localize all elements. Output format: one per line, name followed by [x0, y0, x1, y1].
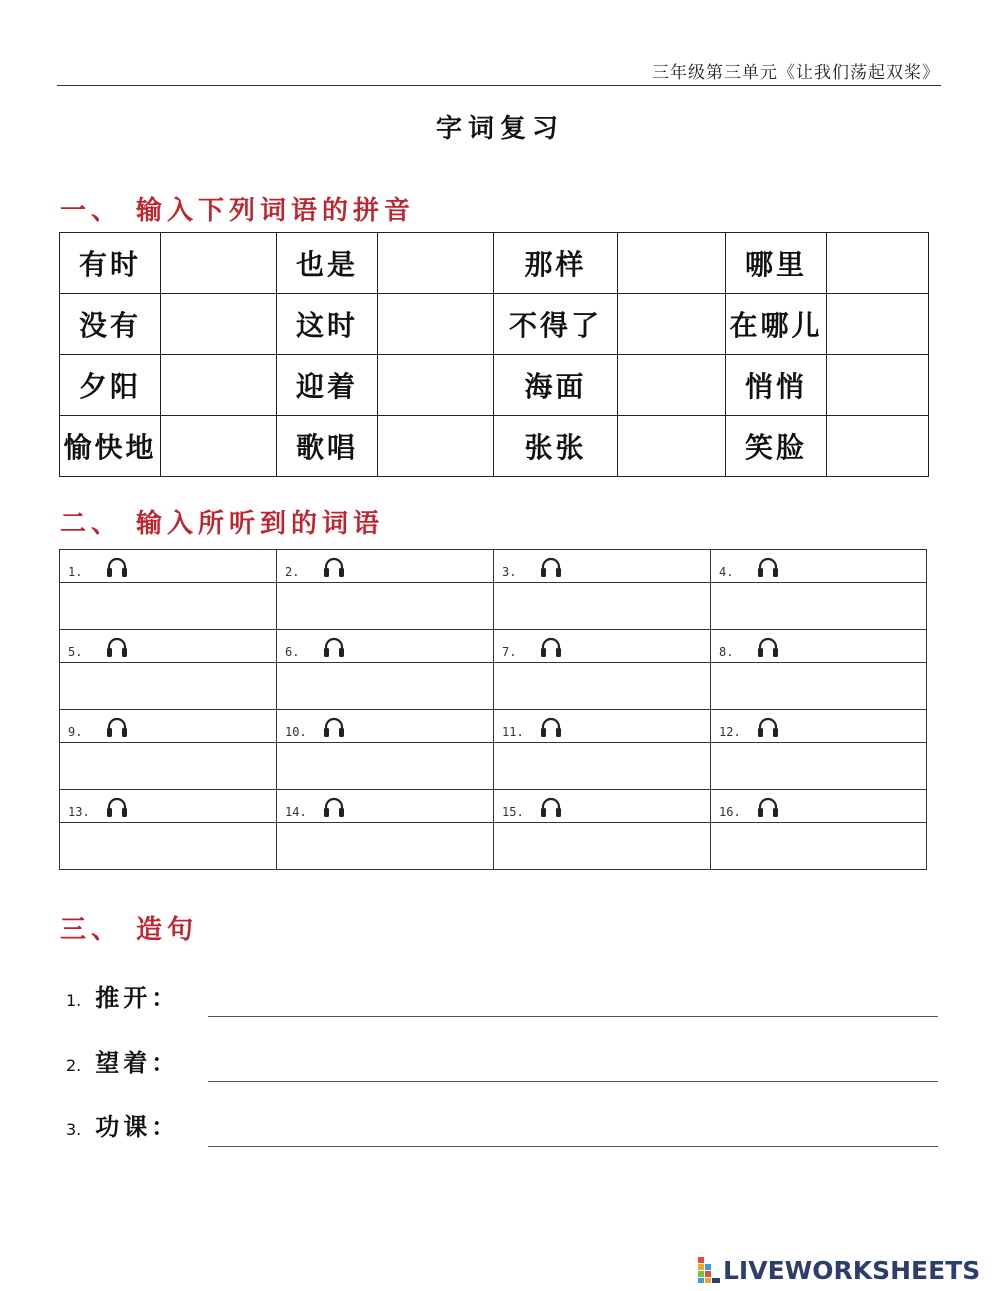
pinyin-row — [60, 233, 929, 294]
headphones-icon[interactable] — [539, 636, 563, 658]
item-number: 3. — [502, 565, 517, 579]
headphones-icon[interactable] — [539, 716, 563, 738]
pinyin-input[interactable] — [161, 233, 277, 294]
headphones-icon[interactable] — [756, 636, 780, 658]
sentence-input-line[interactable] — [208, 1081, 938, 1082]
pinyin-row — [60, 416, 929, 477]
item-number: 11. — [502, 725, 524, 739]
section3-heading: 三、 造句 — [60, 915, 199, 945]
listening-answer-row — [60, 823, 927, 870]
headphones-icon[interactable] — [756, 796, 780, 818]
listening-number-cell — [711, 630, 927, 663]
pinyin-input[interactable] — [827, 355, 929, 416]
word-cell: 没有 — [60, 294, 161, 355]
headphones-icon[interactable] — [322, 716, 346, 738]
listening-number-row — [60, 790, 927, 823]
sentence-number: 1. — [66, 991, 82, 1010]
item-number: 13. — [68, 805, 90, 819]
item-number: 2. — [285, 565, 300, 579]
header-divider — [57, 85, 941, 86]
sentence-input-line[interactable] — [208, 1016, 938, 1017]
item-number: 10. — [285, 725, 307, 739]
listening-answer-input[interactable] — [277, 583, 494, 630]
pinyin-input[interactable] — [618, 355, 726, 416]
pinyin-input[interactable] — [161, 355, 277, 416]
word-cell: 海面 — [494, 355, 618, 416]
word-cell: 有时 — [60, 233, 161, 294]
listening-number-cell — [60, 550, 277, 583]
pinyin-input[interactable] — [618, 233, 726, 294]
listening-number-cell — [60, 710, 277, 743]
sentence-number: 2. — [66, 1056, 82, 1075]
pinyin-input[interactable] — [618, 294, 726, 355]
pinyin-table — [59, 232, 929, 477]
listening-answer-input[interactable] — [60, 743, 277, 790]
listening-answer-input[interactable] — [711, 663, 927, 710]
listening-answer-input[interactable] — [60, 823, 277, 870]
pinyin-row — [60, 355, 929, 416]
liveworksheets-logo — [698, 1255, 980, 1285]
headphones-icon[interactable] — [105, 796, 129, 818]
listening-number-cell — [711, 550, 927, 583]
listening-answer-row — [60, 663, 927, 710]
headphones-icon[interactable] — [105, 636, 129, 658]
page-title: 字词复习 — [435, 114, 564, 144]
section2-heading: 二、 输入所听到的词语 — [60, 509, 385, 539]
headphones-icon[interactable] — [322, 636, 346, 658]
pinyin-input[interactable] — [378, 355, 494, 416]
listening-answer-input[interactable] — [494, 663, 711, 710]
pinyin-input[interactable] — [378, 233, 494, 294]
sentence-input-line[interactable] — [208, 1146, 938, 1147]
pinyin-input[interactable] — [378, 294, 494, 355]
logo-text: LIVEWORKSHEETS — [723, 1255, 981, 1285]
item-number: 1. — [68, 565, 83, 579]
listening-number-cell — [277, 630, 494, 663]
word-cell: 哪里 — [726, 233, 827, 294]
item-number: 9. — [68, 725, 83, 739]
sentence-word: 推开： — [95, 983, 180, 1012]
listening-number-cell — [711, 710, 927, 743]
listening-answer-input[interactable] — [60, 583, 277, 630]
pinyin-input[interactable] — [378, 416, 494, 477]
item-number: 14. — [285, 805, 307, 819]
headphones-icon[interactable] — [756, 556, 780, 578]
item-number: 12. — [719, 725, 741, 739]
pinyin-row — [60, 294, 929, 355]
listening-answer-input[interactable] — [711, 743, 927, 790]
pinyin-input[interactable] — [827, 294, 929, 355]
worksheet-subtitle: 三年级第三单元《让我们荡起双桨》 — [652, 63, 940, 83]
listening-number-cell — [494, 790, 711, 823]
liveworksheets-mark-icon — [698, 1257, 720, 1283]
listening-number-cell — [60, 630, 277, 663]
listening-answer-input[interactable] — [494, 823, 711, 870]
listening-number-cell — [494, 710, 711, 743]
word-cell: 笑脸 — [726, 416, 827, 477]
pinyin-input[interactable] — [827, 233, 929, 294]
listening-answer-input[interactable] — [277, 663, 494, 710]
sentence-label — [66, 1107, 179, 1142]
headphones-icon[interactable] — [756, 716, 780, 738]
item-number: 8. — [719, 645, 734, 659]
listening-answer-row — [60, 583, 927, 630]
pinyin-input[interactable] — [161, 416, 277, 477]
listening-number-cell — [60, 790, 277, 823]
listening-number-cell — [711, 790, 927, 823]
listening-number-row — [60, 630, 927, 663]
listening-answer-input[interactable] — [60, 663, 277, 710]
listening-number-cell — [277, 710, 494, 743]
word-cell: 也是 — [277, 233, 378, 294]
pinyin-input[interactable] — [827, 416, 929, 477]
headphones-icon[interactable] — [105, 556, 129, 578]
word-cell: 迎着 — [277, 355, 378, 416]
headphones-icon[interactable] — [322, 796, 346, 818]
word-cell: 不得了 — [494, 294, 618, 355]
item-number: 6. — [285, 645, 300, 659]
word-cell: 在哪儿 — [726, 294, 827, 355]
headphones-icon[interactable] — [539, 796, 563, 818]
word-cell: 悄悄 — [726, 355, 827, 416]
listening-table — [59, 549, 927, 870]
sentence-label — [66, 978, 179, 1013]
item-number: 16. — [719, 805, 741, 819]
listening-answer-input[interactable] — [711, 583, 927, 630]
word-cell: 张张 — [494, 416, 618, 477]
sentence-number: 3. — [66, 1120, 82, 1139]
listening-number-cell — [494, 630, 711, 663]
pinyin-input[interactable] — [161, 294, 277, 355]
headphones-icon[interactable] — [539, 556, 563, 578]
item-number: 5. — [68, 645, 83, 659]
listening-number-cell — [494, 550, 711, 583]
section1-heading: 一、 输入下列词语的拼音 — [60, 196, 416, 226]
listening-number-row — [60, 550, 927, 583]
listening-answer-input[interactable] — [277, 743, 494, 790]
item-number: 4. — [719, 565, 734, 579]
sentence-word: 望着： — [95, 1048, 180, 1077]
headphones-icon[interactable] — [322, 556, 346, 578]
sentence-word: 功课： — [95, 1112, 180, 1141]
listening-answer-input[interactable] — [711, 823, 927, 870]
word-cell: 歌唱 — [277, 416, 378, 477]
item-number: 7. — [502, 645, 517, 659]
sentence-label — [66, 1043, 179, 1078]
pinyin-input[interactable] — [618, 416, 726, 477]
word-cell: 这时 — [277, 294, 378, 355]
word-cell: 那样 — [494, 233, 618, 294]
listening-number-cell — [277, 550, 494, 583]
listening-answer-input[interactable] — [494, 583, 711, 630]
listening-number-row — [60, 710, 927, 743]
listening-answer-input[interactable] — [494, 743, 711, 790]
headphones-icon[interactable] — [105, 716, 129, 738]
word-cell: 夕阳 — [60, 355, 161, 416]
listening-number-cell — [277, 790, 494, 823]
listening-answer-input[interactable] — [277, 823, 494, 870]
item-number: 15. — [502, 805, 524, 819]
word-cell: 愉快地 — [60, 416, 161, 477]
listening-answer-row — [60, 743, 927, 790]
